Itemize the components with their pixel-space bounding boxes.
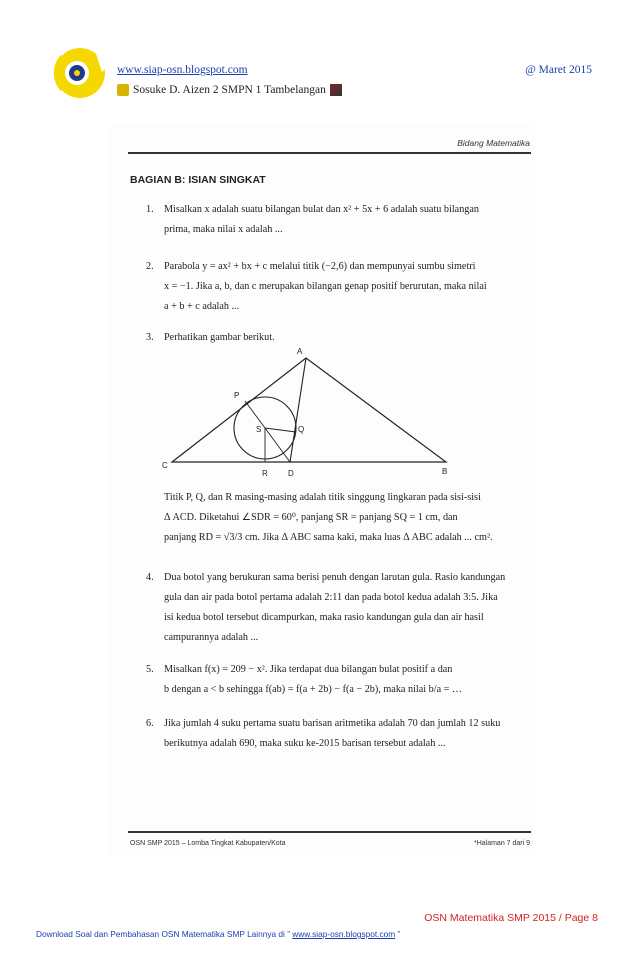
triangle-figure <box>150 344 480 484</box>
author-avatar-icon <box>330 84 342 96</box>
site-logo <box>50 46 110 100</box>
download-text: Download Soal dan Pembahasan OSN Matematika SMP Lainnya di ” <box>36 929 293 939</box>
label-a: A <box>297 347 303 356</box>
question-line: Parabola y = ax² + bx + c melalui titik (−2,6) dan mempunyai sumbu simetri <box>164 261 476 272</box>
author-badge-icon <box>117 84 129 96</box>
question-line: gula dan air pada botol pertama adalah 2:11 dan pada botol kedua adalah 3:5. Jika <box>164 592 498 603</box>
question-line: Misalkan x adalah suatu bilangan bulat dan x² + 5x + 6 adalah suatu bilangan <box>164 204 479 215</box>
label-d: D <box>288 469 294 478</box>
question-line: campurannya adalah ... <box>164 632 259 643</box>
question-line: prima, maka nilai x adalah ... <box>164 224 283 235</box>
question-6 <box>146 714 526 756</box>
question-line: x = −1. Jika a, b, dan c merupakan bilangan genap positif berurutan, maka nilai <box>164 281 487 292</box>
question-2 <box>146 257 526 319</box>
triangle-abc <box>172 358 446 462</box>
question-number: 3. <box>146 332 154 343</box>
header-author <box>117 84 342 96</box>
segment-sp <box>245 401 265 428</box>
question-line: Δ ACD. Diketahui ∠SDR = 60⁰, panjang SR = panjang SQ = 1 cm, dan <box>164 512 458 523</box>
top-rule <box>128 152 531 154</box>
author-text: Sosuke D. Aizen 2 SMPN 1 Tambelangan <box>133 84 326 96</box>
label-r: R <box>262 469 268 478</box>
download-link[interactable]: www.siap-osn.blogspot.com <box>292 929 396 939</box>
question-number: 1. <box>146 204 154 215</box>
question-number: 5. <box>146 664 154 675</box>
document-footer-right: *Halaman 7 dari 9 <box>473 840 530 847</box>
segment-ad <box>290 358 306 462</box>
question-line: Misalkan f(x) = 209 − x². Jika terdapat dua bilangan bulat positif a dan <box>164 664 453 675</box>
bottom-rule <box>128 831 531 833</box>
label-s: S <box>256 425 262 434</box>
download-end: ” <box>395 929 401 939</box>
question-number: 6. <box>146 718 154 729</box>
segment-sq <box>265 428 296 432</box>
question-line: a + b + c adalah ... <box>164 301 240 312</box>
question-line: Titik P, Q, dan R masing-masing adalah titik singgung lingkaran pada sisi-sisi <box>164 492 481 503</box>
header-site-link[interactable]: www.siap-osn.blogspot.com <box>117 64 248 76</box>
field-label: Bidang Matematika <box>457 138 530 148</box>
question-line: b dengan a < b sehingga f(ab) = f(a + 2b) − f(a − 2b), maka nilai b/a = … <box>164 684 463 695</box>
label-b: B <box>442 467 448 476</box>
question-4 <box>146 568 526 650</box>
label-c: C <box>162 461 168 470</box>
section-title: BAGIAN B: ISIAN SINGKAT <box>130 174 266 186</box>
question-5 <box>146 660 526 702</box>
question-line: isi kedua botol tersebut dicampurkan, maka rasio kandungan gula dan air hasil <box>164 612 484 623</box>
question-3-details <box>164 488 526 552</box>
document-footer-left: OSN SMP 2015 – Lomba Tingkat Kabupaten/Kota <box>130 840 286 847</box>
question-line: Perhatikan gambar berikut. <box>164 332 275 343</box>
download-line <box>36 929 400 939</box>
question-1 <box>146 200 526 242</box>
question-line: panjang RD = √3/3 cm. Jika Δ ABC sama kaki, maka luas Δ ABC adalah ... cm². <box>164 532 493 543</box>
question-line: berikutnya adalah 690, maka suku ke-2015 barisan tersebut adalah ... <box>164 738 446 749</box>
question-number: 2. <box>146 261 154 272</box>
question-line: Dua botol yang berukuran sama berisi penuh dengan larutan gula. Rasio kandungan <box>164 572 506 583</box>
question-number: 4. <box>146 572 154 583</box>
question-line: Jika jumlah 4 suku pertama suatu barisan aritmetika adalah 70 dan jumlah 12 suku <box>164 718 501 729</box>
header-date: @ Maret 2015 <box>525 64 592 76</box>
label-p: P <box>234 391 240 400</box>
page-label: OSN Matematika SMP 2015 / Page 8 <box>424 912 598 924</box>
label-q: Q <box>298 425 305 434</box>
